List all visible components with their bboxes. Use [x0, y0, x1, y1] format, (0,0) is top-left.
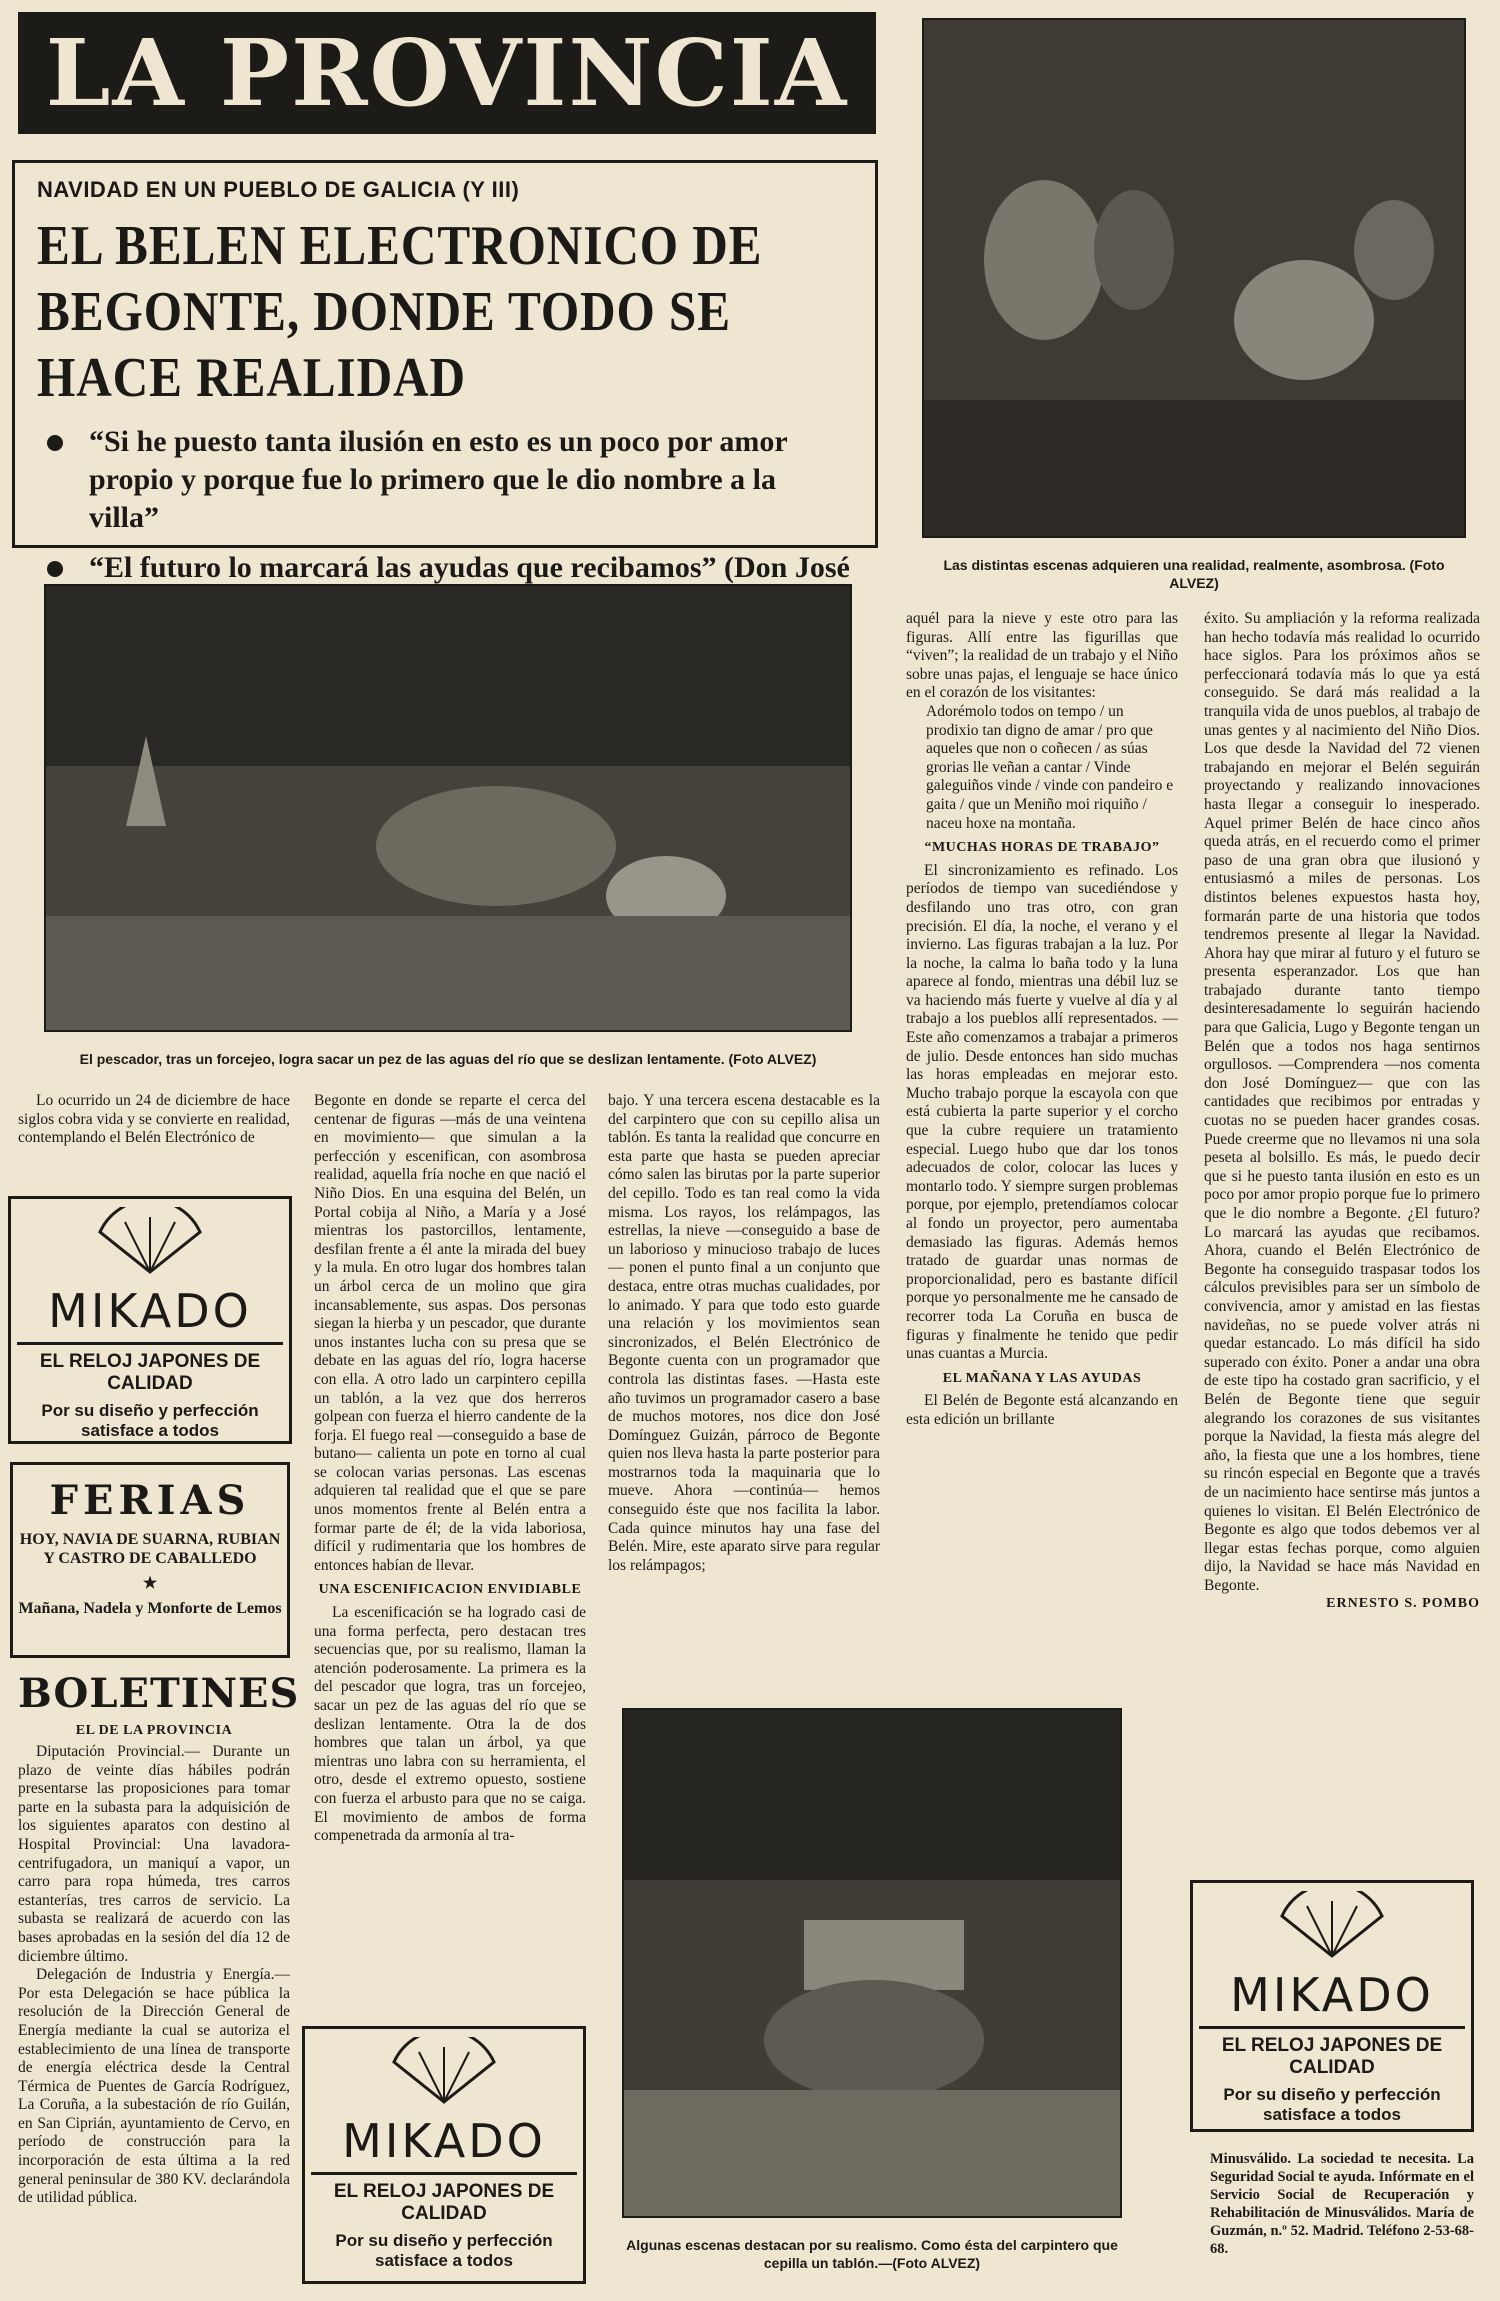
ferias-box — [10, 1462, 290, 1658]
article-col-3 — [608, 1092, 880, 1696]
subhead-muchas-horas: “MUCHAS HORAS DE TRABAJO” — [924, 840, 1160, 856]
ad-tagline: Por su diseño y perfección satisface a todos — [335, 2231, 553, 2270]
subhead-el-manana: EL MAÑANA Y LAS AYUDAS — [942, 1370, 1142, 1386]
masthead-title: LA PROVINCIA — [45, 19, 849, 127]
ad-brand: MIKADO — [342, 2114, 546, 2168]
caption-top-right: Las distintas escenas adquieren una realidad, realmente, asombrosa. (Foto ALVEZ) — [943, 557, 1445, 591]
ad-brand: MIKADO — [1230, 1968, 1434, 2022]
fan-logo-icon — [1272, 1891, 1392, 1961]
ad-slogan: EL RELOJ JAPONES DE CALIDAD — [311, 2172, 577, 2225]
boletines-section — [18, 1670, 300, 2301]
photo-image — [924, 20, 1464, 536]
bullet-dot-icon — [47, 435, 63, 451]
boletines-text-1: Diputación Provincial.— Durante un plazo de veinte días hábiles podrán presentarse las proposiciones para tomar parte en la subasta para la adquisición de los siguientes aparatos con destino al Hospital Provincial: Una lavadora-centrifugadora, un maniquí a vapor, un carro para ropa húmeda, tres carros estanterías, tres carros de servicio. La subasta se realizará de acuerdo con las bases aprobadas en la sesión del día 12 de diciembre último. — [18, 1743, 290, 1965]
article-col-3-text: bajo. Y una tercera escena destacable es la del carpintero que con su cepillo alisa un tablón. Es tanta la realidad que concurre en esta parte que hasta se pueden apreciar cómo salen las birutas por la parte superior del cepillo. Todo es tan real como la vida misma. Los rayos, los relámpagos, las estrellas, la nieve —conseguido a base de un laborioso y minucioso trabajo de luces— ponen el punto final a un conjunto que destaca, entre otras muchas cualidades, por lo animado. Y para que todo esto guarde una relación y los movimientos sean sincronizados, el Belén Electrónico de Begonte cuenta con un programador que controla las distintas fases. —Hasta este año tuvimos un programador casero a base de muchos motores, nos dice don José Domínguez Guizán, párroco de Begonte quien nos lleva hasta la parte posterior para mostrarnos toda la maquinaria que lo mueve. Ahora —continúa— hemos conseguido éste que nos facilita la labor. Cada quince minutos hay una fase del Belén. Mire, este aparato sirve para regular los relámpagos; — [608, 1092, 880, 1574]
ad-slogan: EL RELOJ JAPONES DE CALIDAD — [1199, 2026, 1465, 2079]
boletines-subheading: EL DE LA PROVINCIA — [75, 1723, 233, 1738]
photo-nativity-scene — [922, 18, 1466, 538]
ferias-stars: ★ — [142, 1575, 158, 1592]
article-col-2 — [314, 1092, 586, 2020]
ad-tagline: Por su diseño y perfección satisface a todos — [1223, 2085, 1441, 2124]
poem-verse: Adorémolo todos on tempo / un prodixio tan digno de amar / pro que aqueles que non o coñecen / as súas grorias lle veñan a cantar / Vinde galeguiños vinde / vinde con pandeiro e gaita / que un Meniño moi riquiño / naceu hoxe na montaña. — [926, 702, 1174, 832]
boletines-body — [18, 1743, 290, 2301]
ad-slogan: EL RELOJ JAPONES DE CALIDAD — [17, 1342, 283, 1395]
bullet-1 — [37, 423, 853, 537]
headline: EL BELEN ELECTRONICO DE BEGONTE, DONDE TODO SE HACE REALIDAD — [37, 215, 763, 409]
notice-text: Minusválido. La sociedad te necesita. La Seguridad Social te ayuda. Infórmate en el Servicio Social de Recuperación y Rehabilitación de Minusválidos. María de Guzmán, n.º 52. Madrid. Teléfono 2-53-68-68. — [1210, 2151, 1474, 2257]
author-signature: ERNESTO S. POMBO — [1326, 1596, 1480, 1612]
photo-carpenter-scene — [622, 1708, 1122, 2218]
photo-fisherman-scene — [44, 584, 852, 1032]
article-col-4b-text: El sincronizamiento es refinado. Los períodos de tiempo van sucediéndose y desfilando uno tras otro, con gran precisión. El día, la noche, el verano y el invierno. Las figuras trabajan a la luz. Por la noche, la calma lo baña todo y la luna aparece al fondo, mientras una débil luz se va haciendo más fuerte y vuelve al día y al trabajo a los pueblos allí representados. —Este año comenzamos a trabajar a primeros de julio. Desde entonces han sido muchas las horas empleadas en mejorar esto. Mucho trabajo porque la escayola con que está cubierta la parte superior y el corcho que la cubre requiere un tratamiento especial. Luego hubo que dar los tonos adecuados de color, colocar las luces y montarlo todo. Y siempre surgen problemas porque, por ejemplo, pretendíamos colocar al fondo un proyector, pero aumentaba demasiado las figuras. Además hemos tratado de guardar unas normas de proporcionalidad, pero es bastante difícil porque yo personalmente me he cansado de recorrer toda La Coruña en busca de figuras y finalmente he tenido que pedir unas cuantas a Murcia. — [906, 861, 1178, 1363]
mikado-ad-3 — [1190, 1880, 1474, 2132]
masthead — [18, 12, 876, 134]
boletines-text-2: Delegación de Industria y Energía.— Por esta Delegación se hace pública la resolución de la Dirección General de Energía mediante la cual se autoriza el establecimiento de una línea de transporte de energía eléctrica desde la Central Térmica de Puentes de García Rodríguez, La Coruña, a la subestación de río Guilán, en San Ciprián, ayuntamiento de Cervo, en período de construcción para la incorporación de esta última a la red general peninsular de 380 KV. declarándola de utilidad pública. — [18, 1966, 290, 2207]
article-col-5-text: éxito. Su ampliación y la reforma realizada han hecho todavía más realidad lo ocurrido hace siglos. Para los próximos años se perfeccionará todavía más lo que ya está conseguido. Se dará más realidad a la tranquila vida de unos pueblos, al trabajo de unas gentes y al nacimiento del Niño Dios. Los que desde la Navidad del 72 vienen trabajando en mejorar el Belén seguirán proyectando y realizando innovaciones hasta llegar a conseguir lo inesperado. Aquel primer Belén de hace cinco años queda atrás, en el recuerdo como el primer paso de una gran obra que ilusionó y entusiasmó a miles de personas. Los distintos belenes expuestos hasta hoy, formarán parte de una historia que todos tendremos presente al llegar la Navidad. Ahora hay que mirar al futuro y el futuro se presenta esperanzador. Los que han trabajado durante tanto tiempo desinteresadamente lo seguirán haciendo para que Galicia, Lugo y Begonte tengan un Belén que a todos nos haga sentirnos orgullosos. —Comprendera —nos comenta don José Domínguez— que con las cantidades que recibimos por entradas y cuotas no se pueden hacer grandes cosas. Puede creerme que no llevamos ni una sola peseta al bolsillo. Es más, le puedo decir que si he puesto tanta ilusión en esto es un poco por amor propio porque fue lo primero que le dio nombre a Begonte. ¿El futuro? Lo marcará las ayudas que recibamos. Ahora, cuando el Belén Electrónico de Begonte ha conseguido traspasar todos los cálculos previsibles para ser un símbolo de convivencia, amor y amistad en las fiestas navideñas, no se puede volver atrás ni quedar estancado. Lo más difícil ha sido superado con éxito. Poner a andar una obra de este tipo ha costado gran sacrificio, y el Belén de Begonte tiene que seguir alegrando los corazones de sus visitantes porque la Navidad, la fiesta más alegre del año, la fiesta que une a los hombres, tiene su rincón especial en Begonte que a través de un nacimiento hace sentirse más juntos a quienes lo visitan. El Belén Electrónico de Begonte es algo que todos debemos ver al llegar estas fechas porque, como alguien dijo, la Navidad se hace más Navidad en Begonte. — [1204, 610, 1480, 1594]
article-col-1 — [18, 1092, 290, 1162]
photo-image — [624, 1710, 1120, 2216]
photo-image — [46, 586, 850, 1030]
article-col-5 — [1204, 610, 1480, 1820]
caption-bottom-center: Algunas escenas destacan por su realismo. Como ésta del carpintero que cepilla un tablón.—(Foto ALVEZ) — [626, 2237, 1118, 2271]
article-intro: Lo ocurrido un 24 de diciembre de hace siglos cobra vida y se convierte en realidad, contemplando el Belén Electrónico de — [18, 1092, 290, 1147]
fan-logo-icon — [384, 2037, 504, 2107]
article-col-4c-text: El Belén de Begonte está alcanzando en esta edición un brillante — [906, 1392, 1178, 1428]
caption-mid-left: El pescador, tras un forcejeo, logra sacar un pez de las aguas del río que se deslizan lentamente. (Foto ALVEZ) — [79, 1051, 817, 1067]
kicker: NAVIDAD EN UN PUEBLO DE GALICIA (Y III) — [37, 177, 520, 202]
ad-brand: MIKADO — [48, 1284, 252, 1338]
fan-logo-icon — [90, 1207, 210, 1277]
article-col-4 — [906, 610, 1178, 1690]
subhead-escenificacion: UNA ESCENIFICACION ENVIDIABLE — [318, 1582, 582, 1598]
ferias-line-2: Mañana, Nadela y Monforte de Lemos — [18, 1600, 282, 1617]
article-col-2-text: Begonte en donde se reparte el cerca del centenar de figuras —más de una veintena en movimiento— que simulan a la perfección y escenifican, con asombrosa realidad, aquella fría noche en que nació el Niño Dios. En una esquina del Belén, un Portal cobija al Niño, a María y a José mientras los pastorcillos, lentamente, desfilan frente a él ante la mirada del buey y la mula. En otro lugar dos hombres talan un árbol cerca de un molino que gira incansablemente, sus aspas. Dos personas siegan la hierba y un pescador, que durante unos instantes lucha con su presa que se debate en las aguas del río, logra hacerse con ella. A otro lado un carpintero cepilla un tablón, a la vez que dos herreros golpean con fuerza el hierro candente de la forja. El fuego real —conseguido a base de butano— calienta un pote en torno al cual se colocan varias personas. Las escenas adquieren tal realidad que el que se pare unos momentos frente al Belén entra a formar parte de él; de la vida laboriosa, difícil y rudimentaria que los hombres de entonces habían de llevar. — [314, 1092, 586, 1574]
bullet-dot-icon — [47, 561, 63, 577]
mikado-ad-1 — [8, 1196, 292, 1444]
mikado-ad-2 — [302, 2026, 586, 2284]
headline-box — [12, 160, 878, 584]
article-col-4a-text: aquél para la nieve y este otro para las figuras. Allí entre las figurillas que “viven”; la realidad de un trabajo y el Niño sobre unas pajas, el lenguaje se hace único en el corazón de los visitantes: — [906, 610, 1178, 702]
minusvalido-notice — [1210, 2150, 1474, 2280]
ferias-line-1: HOY, NAVIA DE SUARNA, RUBIAN Y CASTRO DE CABALLEDO — [19, 1531, 281, 1567]
ad-tagline: Por su diseño y perfección satisface a todos — [41, 1401, 259, 1440]
article-col-2b-text: La escenificación se ha logrado casi de una forma perfecta, pero destacan tres secuencias que, por su realismo, llaman la atención poderosamente. La primera es la del pescador que logra, tras un forcejeo, sacar un pez de las aguas del río que se deslizan lentamente. Otra la de dos hombres que talan un árbol, ya que mientras uno labra con su herramienta, el otro, desde el extremo opuesto, sostiene con fuerza el arbusto para que no se caiga. El movimiento de ambos de forma compenetrada da armonía al tra- — [314, 1604, 586, 1845]
bullet-text: “Si he puesto tanta ilusión en esto es un poco por amor propio y porque fue lo primero que le dio nombre a la villa” — [89, 425, 788, 534]
ferias-heading: FERIAS — [49, 1477, 251, 1524]
boletines-heading: BOLETINES — [18, 1670, 300, 1717]
bullet-text: “El futuro lo marcará las ayudas que recibamos” (Don José — [89, 551, 850, 584]
